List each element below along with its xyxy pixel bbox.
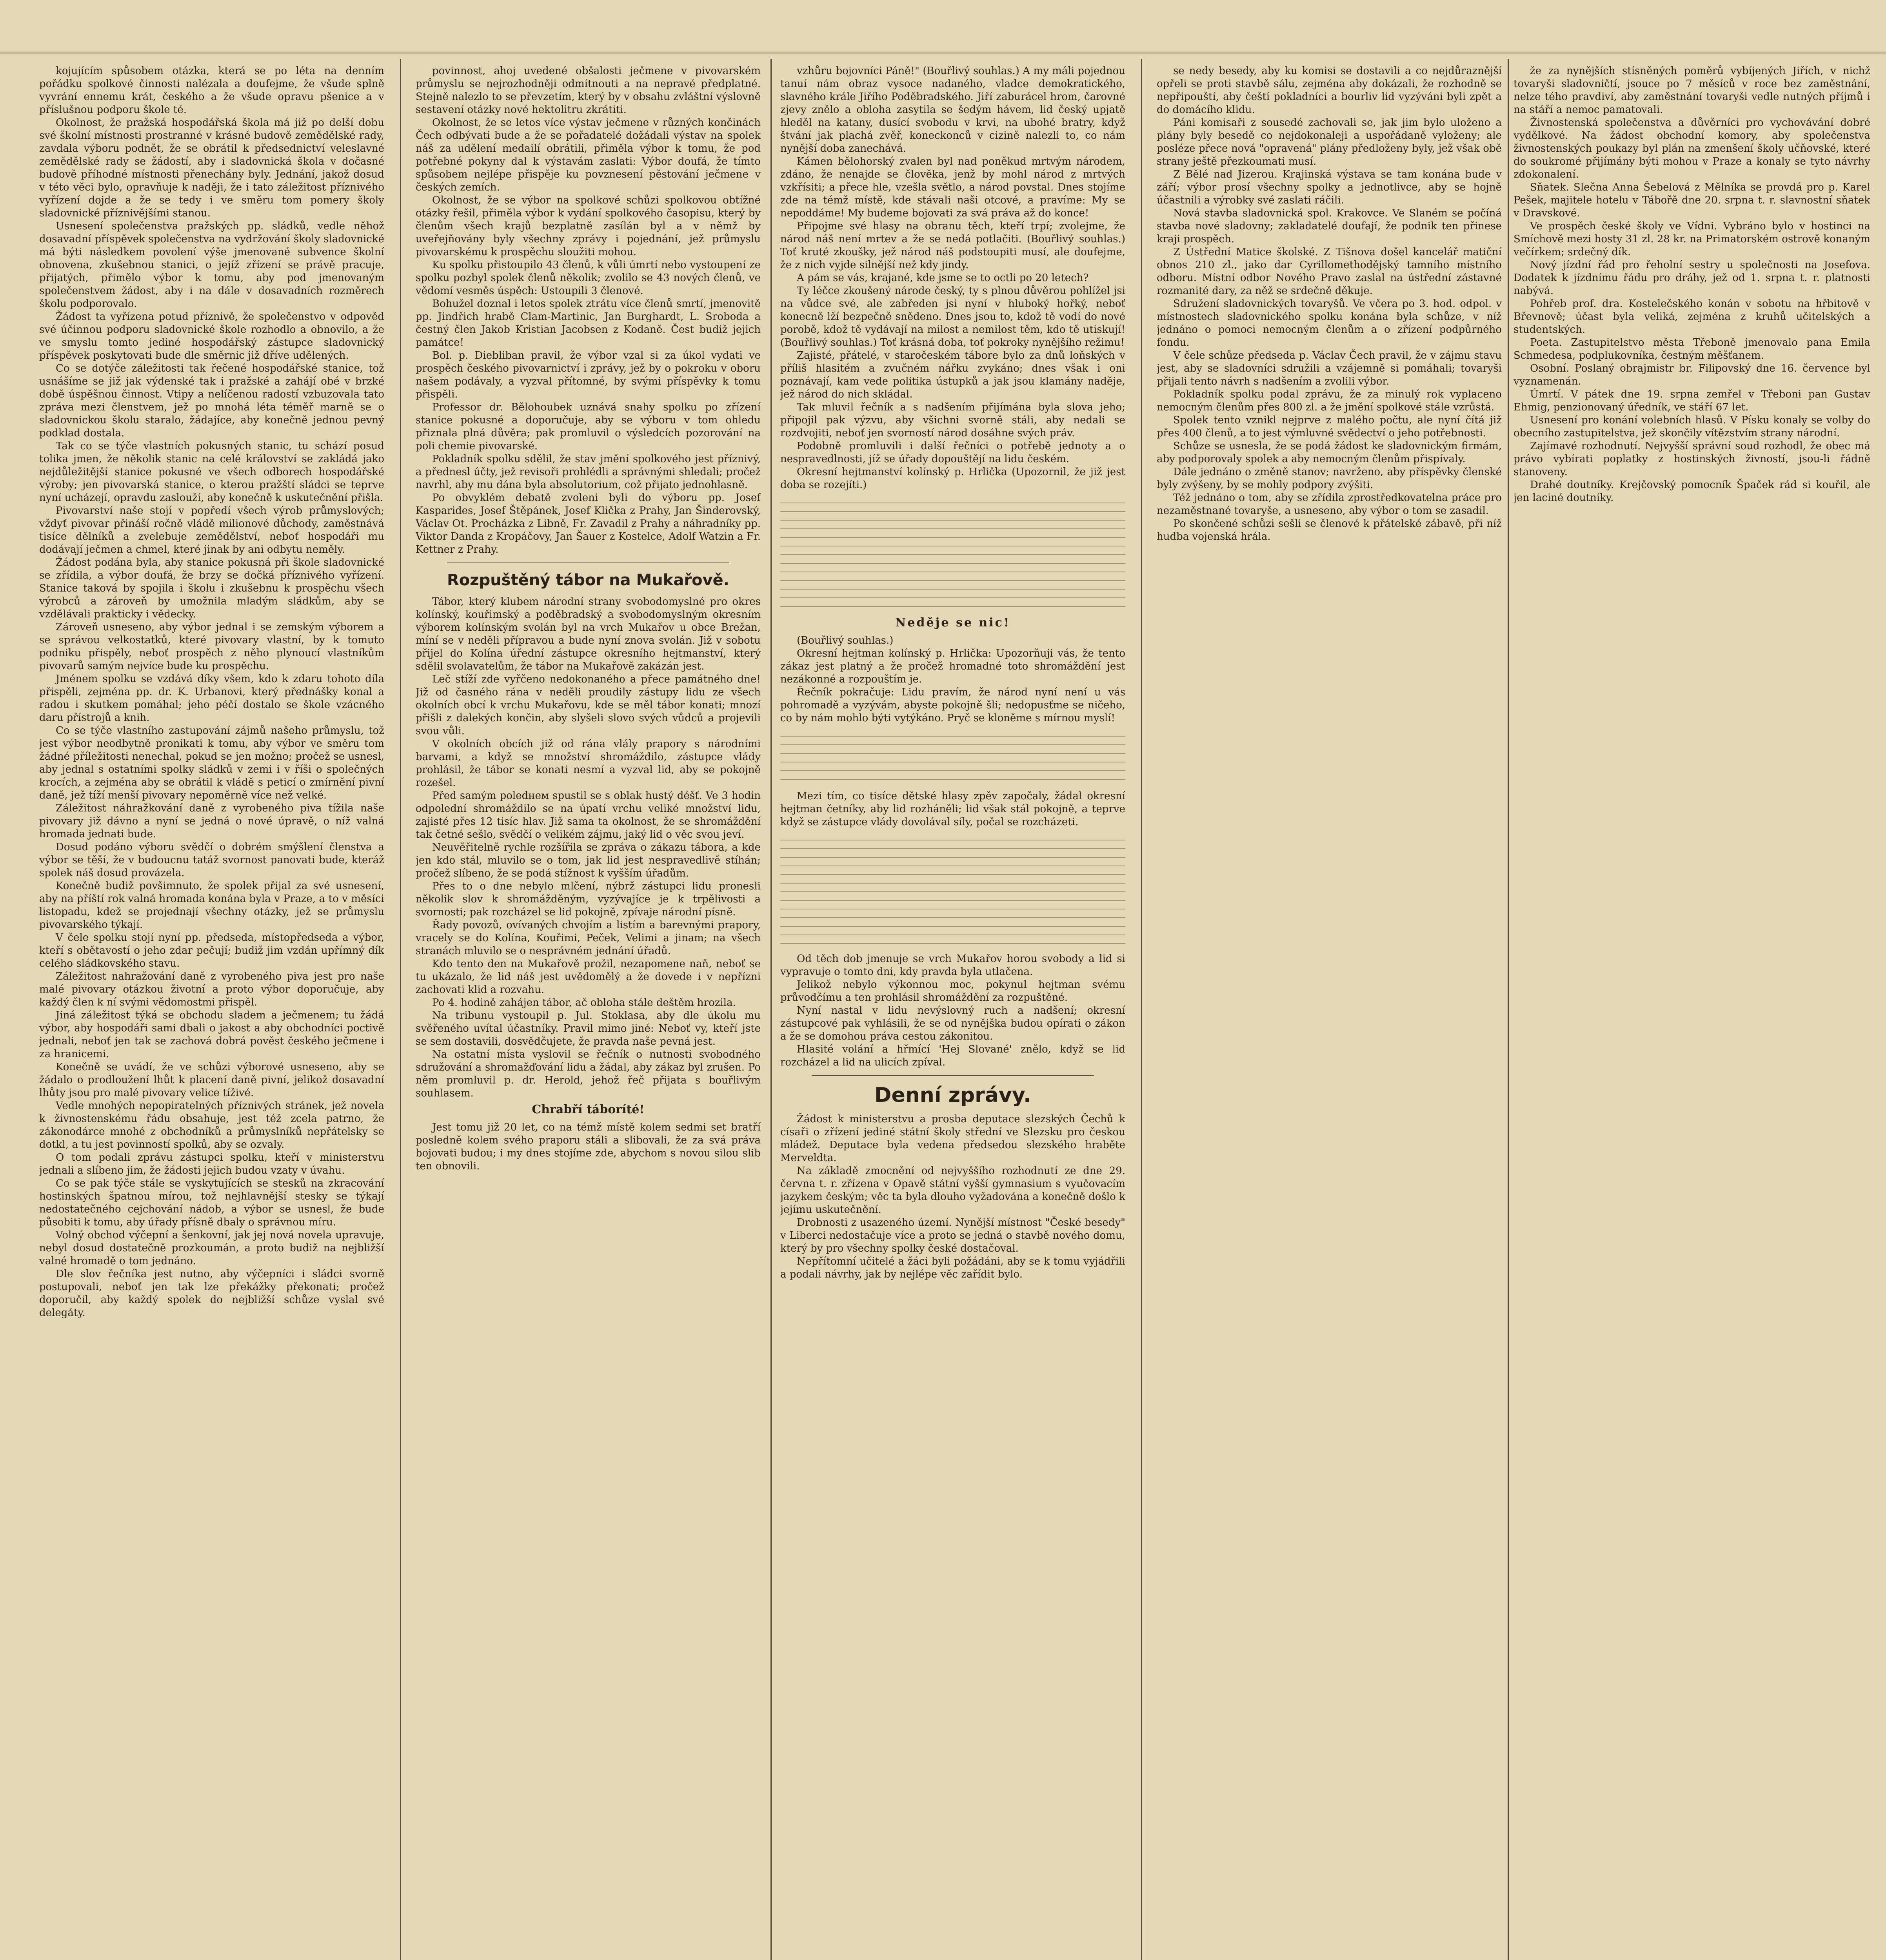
paragraph: Konečně se uvádí, že ve schůzi výborové usneseno, aby se žádalo o prodloužení lhůt k placení daně pivní, jelikož dosavadní lhůty jsou pro malé pivovary velice tíživé. <box>39 1061 384 1099</box>
paragraph: že za nynějších stísněných poměrů vybíjených Jiřích, v nichž tovaryši sladovničtí, jsouce po 7 měsíců v roce bez zaměstnání, nelze tého pravdiví, aby zaměstnání tovaryši vedle nutných příjmů i na stáří a nemoc pamatovali. <box>1514 65 1870 116</box>
paragraph: V okolních obcích již od rána vlály prapory s národními barvami, a když se množství shromáždilo, zástupce vlády prohlásil, že tábor se konati nesmí a vyzval lid, aby se pokojně rozešel. <box>416 738 761 789</box>
news-item: Nová stavba sladovnická spol. Krakovce. Ve Slaném se počíná stavba nové sladovny; zakladatelé doufají, že podnik ten přinese kraji prospěch. <box>1157 207 1502 245</box>
paragraph: Pivovarství naše stojí v popředí všech výrob průmyslových; vždyť pivovar přináší ročně vládě milionové důchody, zaměstnává tisíce dělníků a zvelebuje zemědělství, neboť hospodáři mu dodávají ječmen a chmel, které jinak by ani odbytu neměly. <box>39 505 384 555</box>
paragraph: Řečník pokračuje: Lidu pravím, že národ nyní není u vás pohromadě a vyzývám, abyste pokojně šli; nedopusťme se ničeho, co by nám mohlo býti vytýkáno. Pryč se kloněme s mírnou myslí! <box>780 686 1125 724</box>
paragraph: vzhůru bojovníci Páně!" (Bouřlivý souhlas.) A my máli pojednou tanuí nám obraz vysoce nadaného, vladce demokratického, slavného krále Jiřího Poděbradského. Jiří zaburácel hrom, čarovné zjevy znělo a obloha zasytila se šedým hávem, lid český upjatě hleděl na katany, dusící svobodu v krvi, na ubohé bratry, když štvání jak plachá zvěř, koneckonců v cizině nalezli to, co nám nynější doba zanechává. <box>780 65 1125 154</box>
column-3 <box>780 65 1125 1960</box>
column-divider <box>1141 59 1142 1960</box>
paragraph: Co se týče vlastního zastupování zájmů našeho průmyslu, tož jest výbor neodbytně pronikati k tomu, aby výbor ve směru tom žádné příležitosti nenechal, pokud se jen možno; pročež se usnesl, aby jednal s ostatními spolky sládků v zemi i v říši o společných krocích, a zejména aby se obrátil k vládě s peticí o zmírnění pivní daně, jež tíží menší pivovary nepoměrně více než velké. <box>39 725 384 801</box>
news-item: Sdružení sladovnických tovaryšů. Ve včera po 3. hod. odpol. v místnostech sladovnického spolku konána byla schůze, v níž jednáno o pomoci nemocným členům a o zřízení podpůrného fondu. <box>1157 298 1502 348</box>
subheading: Chrabří táboríté! <box>532 1103 645 1116</box>
page-fold <box>0 51 1886 55</box>
news-item: Poeta. Zastupitelstvo města Třeboně jmenovalo pana Emila Schmedesa, podplukovníka, čestným měšťanem. <box>1514 337 1870 361</box>
paragraph: Okolnost, že pražská hospodářská škola má již po delší dobu své školní místnosti prostranné v krásné budově zemědělské rady, zavdala výboru podnět, že se obrátil k předsednictví veleslavné zemědělské rady se žádostí, aby i sladovnická škola v dočasné budově příhodné místnosti přenechány byly. Jednání, jakož dosud v této věci bylo, opravňuje k naději, že i tato záležitost příznivého vyřízení dojde a že se tedy i ve směru tom pomery školy sladovnické příznivějšími stanou. <box>39 117 384 219</box>
section-heading: Rozpuštěný tábor na Mukařově. <box>447 571 729 589</box>
paragraph: Leč stíží zde vyřčeno nedokonaného a přece památného dne! Již od časného rána v neděli proudily zástupy lidu ze všech okolních obcí k vrchu Mukařovu, kde se měl tábor konati; mnozí přišli z dalekých končin, aby slyšeli slovo svých vůdců a projevili svou vůli. <box>416 673 761 737</box>
paragraph: Zajisté, přátelé, v staročeském tábore bylo za dnů loňských v příliš hlasitém a zvučném nářku zvykáno; dnes však i oni poznávají, kam vede politika ústupků a jak jsou klamány naděje, jež národ do nich skládal. <box>780 350 1125 400</box>
paragraph: Žádost ta vyřízena potud příznivě, že společenstvo v odpověď své účinnou podporu sladovnické škole rozhodlo a obnovilo, a že ve smyslu tomto jediné hospodářský zástupce sladovnický příspěvek poskytovati bude dle směrnic již dříve udělených. <box>39 311 384 361</box>
paragraph: Též jednáno o tom, aby se zřídila zprostředkovatelna práce pro nezaměstnané tovaryše, a usneseno, aby výbor o tom se zasadil. <box>1157 492 1502 517</box>
paragraph: Ty léčce zkoušený národe český, ty s plnou důvěrou pohlížel jsi na vůdce své, ale zabředen jsi nyní v hluboký hořký, neboť konecně lží bezpečně snědeno. Dnes jsou to, kdož tě vodí do nové porobě, kdož tě vydávají na milost a nemilost těm, kdo tě utiskují! (Bouřlivý souhlas.) Toť krásná doba, toť pokroky nynějšího režimu! <box>780 285 1125 348</box>
column-divider <box>400 59 401 1960</box>
paragraph: Spolek tento vznikl nejprve z malého počtu, ale nyní čítá již přes 400 členů, a to jest výmluvné svědectví o jeho potřebnosti. <box>1157 414 1502 439</box>
paragraph: Jiná záležitost týká se obchodu sladem a ječmenem; tu žádá výbor, aby hospodáři sami dbali o jakost a aby obchodníci poctivě jednali, neboť jen tak se zachová dobrá pověst českého ječmene i za hranicemi. <box>39 1009 384 1060</box>
news-item: Nepřítomní učitelé a žáci byli požádáni, aby se k tomu vyjádřili a podali návrhy, jak by nejlépe věc zařídit bylo. <box>780 1256 1125 1280</box>
paragraph: Neuvěřitelně rychle rozšířila se zpráva o zákazu tábora, a kde jen kdo stál, mluvilo se o tom, jak lid jest nespravedlivě stíhán; pročež slíbeno, že se podá stížnost k vyšším úřadům. <box>416 842 761 879</box>
paragraph: Dále jednáno o změně stanov; navrženo, aby příspěvky členské byly zvýšeny, by se mohly podpory zvýšiti. <box>1157 466 1502 491</box>
column-divider <box>1508 59 1509 1960</box>
section-heading: Denní zprávy. <box>874 1083 1031 1107</box>
paragraph: se nedy besedy, aby ku komisi se dostavili a co nejdůraznější opřeli se proti stavbě sálu, zejména aby dokázali, že rozhodně se nepřipouští, aby čeští pokladníci a bourliv lid vyzýváni byli zpět a do domácího klidu. <box>1157 65 1502 116</box>
paragraph: Co se dotýče záležitosti tak řečené hospodářské stanice, tož usnášíme se již jak výdenské tak i pražské a zahájí obé v brzké době úspěšnou činnost. Vtipy a nelíčenou radostí vzbuzovala tato zpráva mezi členstvem, jež po mnohá léta téměř marně se o sladovnickou školu staralo, žádajíce, aby konečně jednou pevný podklad dostala. <box>39 363 384 439</box>
paragraph: Od těch dob jmenuje se vrch Mukařov horou svobody a lid si vypravuje o tomto dni, kdy pravda byla utlačena. <box>780 953 1125 978</box>
news-item: Nový jízdní řád pro řeholní sestry u společnosti na Josefova. Dodatek k jízdnímu řádu pro dráhy, jež od 1. srpna t. r. platnosti nabývá. <box>1514 259 1870 297</box>
paragraph: Podobně promluvili i další řečníci o potřebě jednoty a o nespravedlnosti, jíž se úřady dopouštějí na lidu českém. <box>780 440 1125 465</box>
column-4 <box>1157 65 1502 1960</box>
paragraph: (Bouřlivý souhlas.) <box>797 635 894 646</box>
paragraph: Vedle mnohých nepopiratelných příznivých stránek, jež novela k živnostenskému řádu obsahuje, jest též zcela patrno, že zákonodárce mnohé z obchodníků a průmyslníků nepřátelsky se dotkl, a tu jest povinností spolků, aby se ozvaly. <box>39 1100 384 1151</box>
paragraph: Tak mluvil řečník a s nadšením přijímána byla slova jeho; připojil pak výzvu, aby všichni svorně stáli, aby nedali se rozdvojiti, neboť jen svorností národ dosáhne svých práv. <box>780 401 1125 439</box>
paragraph: A pám se vás, krajané, kde jsme se to octli po 20 letech? <box>797 272 1089 284</box>
paragraph: Okresní hejtman kolínský p. Hrlička: Upozorňuji vás, že tento zákaz jest platný a že pročež hromadné toto shromáždění jest nezákonné a rozpouštím je. <box>780 648 1125 685</box>
paragraph: Mezi tím, co tisíce dětské hlasy zpěv započaly, žádal okresní hejtman četníky, aby lid rozháněli; lid však stál pokojně, a teprve když se zástupce vlády dovolával síly, počal se rozcházeti. <box>780 790 1125 828</box>
paragraph: Kdo tento den na Mukařově prožil, nezapomene naň, neboť se tu ukázalo, že lid náš jest uvědomělý a že dovede i v nepřízni zachovati klid a rozvahu. <box>416 958 761 996</box>
paragraph: Zároveň usneseno, aby výbor jednal i se zemským výborem a se správou velkostatků, které pivovary vlastní, by k tomuto podniku přispěly, neboť prospěch z něho plynoucí vlastníkům pivovarů samým nejvíce bude ku prospěchu. <box>39 621 384 672</box>
news-item: Drobnosti z usazeného území. Nynější místnost "České besedy" v Liberci nedostačuje více a proto se jedná o stavbě nového domu, který by pro všechny spolky české dostačoval. <box>780 1217 1125 1254</box>
news-item: Pohřeb prof. dra. Kostelečského konán v sobotu na hřbitově v Břevnově; účast byla veliká, zejména z kruhů učitelských a studentských. <box>1514 298 1870 336</box>
paragraph: Nyní nastal v lidu nevýslovný ruch a nadšení; okresní zástupcové pak vyhlásili, že se od nynějška budou opírati o zákon a že se domohou práva cestou zákonitou. <box>780 1005 1125 1042</box>
paragraph: V čele schůze předseda p. Václav Čech pravil, že v zájmu stavu jest, aby se sladovníci sdružili a vzájemně si pomáhali; tovaryši přijali tento návrh s nadšením a zvolili výbor. <box>1157 350 1502 387</box>
paragraph: Bohužel doznal i letos spolek ztrátu více členů smrtí, jmenovitě pp. Jindřich hrabě Clam-Martinic, Jan Burghardt, L. Sroboda a čestný člen Jakob Kristian Jacobsen z Kodaně. Čest budiž jejich památce! <box>416 298 761 348</box>
news-item: Žádost k ministerstvu a prosba deputace slezských Čechů k císaři o zřízení jediné státní školy střední ve Slezsku pro českou mládež. Deputace byla vedena předsedou slezského hraběte Merveldta. <box>780 1113 1125 1164</box>
paragraph: Hlasité volání a hřmící 'Hej Slované' znělo, když se lid rozcházel a lid na ulicích zpíval. <box>780 1044 1125 1068</box>
paragraph: Bol. p. Diebliban pravil, že výbor vzal si za úkol vydati ve prospěch českého pivovarnictví i zprávy, jež by o pokroku v oboru našem podávaly, a vyzval přítomné, by svými příspěvky k tomu přispěli. <box>416 350 761 400</box>
news-item: Na základě zmocnění od nejvyššího rozhodnutí ze dne 29. června t. r. zřízena v Opavě státní vyšší gymnasium s vyučovacím jazykem českým; věc ta byla dlouho vyžadována a konečně došlo k jejímu uskutečnění. <box>780 1165 1125 1216</box>
news-item: Z Bělé nad Jizerou. Krajinská výstava se tam konána bude v září; výbor prosí všechny spolky a jednotlivce, aby se hojně účastnili a výrobky své zaslati ráčili. <box>1157 169 1502 206</box>
paragraph: V čele spolku stojí nyní pp. předseda, místopředseda a výbor, kteří s obětavostí o jeho zdar pečují; budiž jim vzdán upřímný dík celého sládkovského stavu. <box>39 932 384 969</box>
paragraph: Připojme své hlasy na obranu těch, kteří trpí; zvolejme, že národ náš není mrtev a že se nedá potlačiti. (Bouřlivý souhlas.) Toť kruté zkoušky, jež národ náš podstoupiti musí, ale doufejme, že z nich vyjde silnější než kdy jindy. <box>780 220 1125 271</box>
news-item: Drahé doutníky. Krejčovský pomocník Špaček rád si kouřil, ale jen laciné doutníky. <box>1514 479 1870 504</box>
paragraph: Pokladník spolku sdělil, že stav jmění spolkového jest příznivý, a přednesl účty, jež revisoři prohlédli a správnými shledali; pročež navrhl, aby mu dána byla absolutorium, což přijato jednohlasně. <box>416 453 761 491</box>
paragraph: Dle slov řečníka jest nutno, aby výčepníci i sládci svorně postupovali, neboť jen tak lze překážky překonati; pročež doporučil, aby každý spolek do nejbližší schůze vyslal své delegáty. <box>39 1268 384 1319</box>
paragraph: kojujícím spůsobem otázka, která se po léta na denním pořádku spolkové činnosti nalézala a doufejme, že všude splně vyvrání ennemu krát, českého a že všude opravu pšenice a v příslušnou podporu škole té. <box>39 65 384 116</box>
paragraph: Konečně budiž povšimnuto, že spolek přijal za své usnesení, aby na příští rok valná hromada konána byla v Praze, a to v měsíci listopadu, kdež se projednají všechny otázky, jež se průmyslu pivovarského týkají. <box>39 880 384 931</box>
news-item: Živnostenská společenstva a důvěrníci pro vychovávání dobré vydělkové. Na žádost obchodní komory, aby společenstva živnostenských poukazy byl plán na zmenšení školy učňovské, které do soukromé přijímány býti mohou v Praze a konaly se tyto návrhy zdokonalení. <box>1514 117 1870 180</box>
paragraph: Po obvyklém debatě zvoleni byli do výboru pp. Josef Kasparides, Josef Štěpánek, Josef Klička z Prahy, Jan Šinderovský, Václav Ot. Procházka z Libně, Fr. Zavadil z Prahy a náhradníky pp. Viktor Danda z Kropáčovy, Jan Šauer z Kostelce, Adolf Watzin a Fr. Kettner z Prahy. <box>416 492 761 555</box>
paragraph: Volný obchod výčepní a šenkovní, jak jej nová novela upravuje, nebyl dosud dostatečně prozkoumán, a proto budiž na nejbližší valné hromadě o tom jednáno. <box>39 1229 384 1267</box>
column-2 <box>416 65 761 1960</box>
paragraph: Usnesení společenstva pražských pp. sládků, vedle něhož dosavadní příspěvek společenstva na vydržování školy sladovnické má býti následkem povolení výše jmenované subvence školní obnovena, zkušebnou stanici, o jejíž zřízení se právě pracuje, přijatých, přimělo výbor k tomu, aby pod jmenovaným společenstvem žádost, aby i na dále v dosavadních rozměrech školu podporovalo. <box>39 220 384 310</box>
news-item: Usnesení pro konání volebních hlasů. V Písku konaly se volby do obecního zastupitelstva, jež skončily vítězstvím strany národní. <box>1514 414 1870 439</box>
paragraph: Professor dr. Bělohoubek uznává snahy spolku po zřízení stanice pokusné a doporučuje, aby se výboru v tom ohledu přiznala plná důvěra; pak promluvil o výsledcích pozorování na poli chemie pivovarské. <box>416 401 761 452</box>
paragraph: Jest tomu již 20 let, co na témž místě kolem sedmi set bratří posledně kolem svého praporu stáli a slibovali, že za svá práva bojovati budou; i my dnes stojíme zde, abychom s novou silou slib ten obnovili. <box>416 1122 761 1172</box>
column-5 <box>1514 65 1870 1960</box>
paragraph: Po 4. hodině zahájen tábor, ač obloha stále deštěm hrozila. <box>432 997 736 1009</box>
censored-blank-lines <box>780 495 1125 612</box>
paragraph: Okolnost, že se výbor na spolkové schůzi spolkovou obtížné otázky řešil, přiměla výbor k vydání spolkového časopisu, který by členům všech krajů bezplatně zasílán byl a v němž by uveřejňovány byly všechny zprávy i pojednání, jež průmyslu pivovarskému k prospěchu sloužiti mohou. <box>416 194 761 258</box>
paragraph: povinnost, ahoj uvedené obšalosti ječmene v pivovarském průmyslu se nejrozhodněji odmítnouti a na nepravé předplatné. Stejně nalezlo to se převzetím, který by v obsahu zvláštní výslovně sestavení otázky nové hektolitru zkrátiti. <box>416 65 761 116</box>
column-1 <box>39 65 384 1960</box>
paragraph: Na ostatní místa vyslovil se řečník o nutnosti svobodného sdružování a shromažďování lidu a žádal, aby zákaz byl zrušen. Po něm promluvil p. dr. Herold, jehož řeč přijata s bouřlivým souhlasem. <box>416 1049 761 1099</box>
paragraph: Dosud podáno výboru svědčí o dobrém smýšlení členstva a výbor se těší, že v budoucnu tatáž svornost panovati bude, kteráž spolek náš dosud provázela. <box>39 841 384 879</box>
paragraph: Žádost podána byla, aby stanice pokusná při škole sladovnické se zřídila, a výbor doufá, že brzy se dočká příznivého vyřízení. Stanice taková by spojila i školu i zkušebnu k prospěchu všech výrobců a zároveň by umožnila mladým sládkům, aby se vzdělávali prakticky i vědecky. <box>39 557 384 620</box>
paragraph: Záležitost náhražkování daně z vyrobeného piva tížila naše pivovary již dávno a nyní se jedná o nové úpravě, o níž valná hromada jednati bude. <box>39 802 384 840</box>
censored-blank-lines <box>780 728 1125 787</box>
paragraph: Před samým poledнем spustil se s oblak hustý déšť. Ve 3 hodin odpolední shromáždilo se na úpatí vrchu veliké množství lidu, zajisté přes 12 tisíc hlav. Již sama ta okolnost, že se shromáždění tak četné sešlo, svědčí o velikém zájmu, jaký lid o věc svou jeví. <box>416 790 761 840</box>
news-item: Z Ústřední Matice školské. Z Tišnova došel kancelář matiční obnos 210 zl., jako dar Cyrillomethodějský tamního místního odboru. Místní odbor Nového Pravo zaslal na ústřední zástavné rozmanité dary, za něž se srdečně děkuje. <box>1157 246 1502 297</box>
paragraph: Ku spolku přistoupilo 43 členů, k vůli úmrtí nebo vystoupení ze spolku pozbyl spolek členů několik; zvolilo se 43 nových členů, ve vědomí vesměs úspěch: Ustoupili 3 členové. <box>416 259 761 297</box>
paragraph: Pokladník spolku podal zprávu, že za minulý rok vyplaceno nemocným členům přes 800 zl. a že jmění spolkové stále vzrůstá. <box>1157 388 1502 413</box>
paragraph: Řady povozů, ovívaných chvojím a listím a barevnými prapory, vracely se do Kolína, Kouřimi, Peček, Velimi a jinam; na všech stranách mluvilo se o nesprávném jednání úřadů. <box>416 919 761 957</box>
news-item: Sňatek. Slečna Anna Šebelová z Mělníka se provdá pro p. Karel Pešek, majitele hotelu v Tábořě dne 20. srpna t. r. slavnostní sňatek v Dravskové. <box>1514 181 1870 219</box>
paragraph: Jménem spolku se vzdává díky všem, kdo k zdaru tohoto díla přispěli, zejména pp. dr. K. Urbanovi, který přednášky konal a radou i skutkem pomáhal; jeho péčí dostalo se škole vzácného daru přístrojů a knih. <box>39 673 384 724</box>
paragraph: Tak co se týče vlastních pokusných stanic, tu schází posud tolika jmen, že několik stanic na celé království se zakládá jako nejdůležitější stanice pokusné ve všech odborech hospodářské výroby; jen pivovarská stanice, o kterou pražští sládci se teprve nyní ucházejí, opravdu zaslouží, aby konečně k uskutečnění přišla. <box>39 440 384 504</box>
column-divider <box>770 59 772 1960</box>
paragraph: Po skončené schůzi sešli se členové k přátelské zábavě, při níž hudba vojenská hrála. <box>1157 518 1502 543</box>
paragraph: Záležitost nahražování daně z vyrobeného piva jest pro naše malé pivovary otázkou životní a proto výbor doporučuje, aby každý člen k ní svými vědomostmi přispěl. <box>39 971 384 1008</box>
section-divider <box>812 1075 1094 1076</box>
news-item: Úmrtí. V pátek dne 19. srpna zemřel v Třeboni pan Gustav Ehmig, penzionovaný úředník, ve stáří 67 let. <box>1514 388 1870 413</box>
paragraph: Schůze se usnesla, že se podá žádost ke sladovnickým firmám, aby podporovaly spolek a aby nemocným členům přispívaly. <box>1157 440 1502 465</box>
paragraph: O tom podali zprávu zástupci spolku, kteří v ministerstvu jednali a slíbeno jim, že žádosti jejich budou vzaty v úvahu. <box>39 1152 384 1176</box>
subheading: Neděje se nic! <box>895 616 1011 630</box>
paragraph: Na tribunu vystoupil p. Jul. Stoklasa, aby dle úkolu mu svěřeného uvítal účastníky. Pravil mimo jiné: Neboť vy, kteří jste se sem dostavili, dosvědčujete, že pravda naše pevná jest. <box>416 1010 761 1047</box>
paragraph: Tábor, který klubem národní strany svobodomyslné pro okres kolínský, kouřimský a poděbradský a svobodomyslným okresním výborem kolínským svolán byl na vrch Mukařov u obce Brežan, míní se v neděli přípravou a bude nyní znova svolán. Již v sobotu přijel do Kolína úřední zástupce okresního hejtmanství, který sdělil svolavatelům, že tábor na Mukařově zakázán jest. <box>416 596 761 672</box>
news-item: Ve prospěch české školy ve Vídni. Vybráno bylo v hostinci na Smíchově mezi hosty 31 zl. 28 kr. na Primatorském ostrově konaným večírkem; srdečný dík. <box>1514 220 1870 258</box>
paragraph: Přes to o dne nebylo mlčení, nýbrž zástupci lidu pronesli několik slov k shromážděným, vyzývajíce je k trpělivosti a svornosti; pak rozcházel se lid pokojně, zpívaje národní písně. <box>416 880 761 918</box>
news-item: Zajímavé rozhodnutí. Nejvyšší správní soud rozhodl, že obec má právo vybírati poplatky z hostinských živností, jsou-li řádně stanoveny. <box>1514 440 1870 478</box>
paragraph: Páni komisaři z sousedé zachovali se, jak jim bylo uloženo a plány byly besedě co nejdokonaleji a uspořádaně vyloženy; ale posléze přece nová "opravená" plány předloženy byly, jež však obě strany ještě přezkoumati musí. <box>1157 117 1502 167</box>
censored-blank-lines <box>780 832 1125 949</box>
paragraph: Co se pak týče stále se vyskytujících se stesků na zkracování hostinských špatnou mírou, tož nejhlavnější stesky se týkají nedostatečného cejchování nádob, a výbor se usnesl, že bude působiti k tomu, aby úřady přísně dbaly o správnou míru. <box>39 1178 384 1228</box>
paragraph: Jelikož nebylo výkonnou moc, pokynul hejtman svému průvodčímu a ten prohlásil shromáždění za rozpuštěné. <box>780 979 1125 1004</box>
paragraph: Okresní hejtmanství kolínský p. Hrlička (Upozornil, že již jest doba se rozejíti.) <box>780 466 1125 491</box>
news-item: Osobní. Poslaný obrajmistr br. Filipovský dne 16. července byl vyznamenán. <box>1514 363 1870 387</box>
paragraph: Okolnost, že se letos více výstav ječmene v různých končinách Čech odbývati bude a že se pořadatelé dožádali výstav na spolek náš za udělení medailí obrátili, přiměla výbor k tomu, že pod potřebné pokyny dal k výstavám zaslati: Výbor doufá, že tímto spůsobem nejlépe přispěje ku povznesení pěstování ječmene v českých zemích. <box>416 117 761 193</box>
paragraph: Kámen bělohorský zvalen byl nad poněkud mrtvým národem, zdáno, že nenajde se člověka, jenž by mohl národ z mrtvých vzkřísiti; a přece hle, vzešla světlo, a národ povstal. Dnes stojíme zde na témž místě, kde stávali naši otcové, a pravíme: My se nepoddáme! My budeme bojovati za svá práva až do konce! <box>780 156 1125 219</box>
